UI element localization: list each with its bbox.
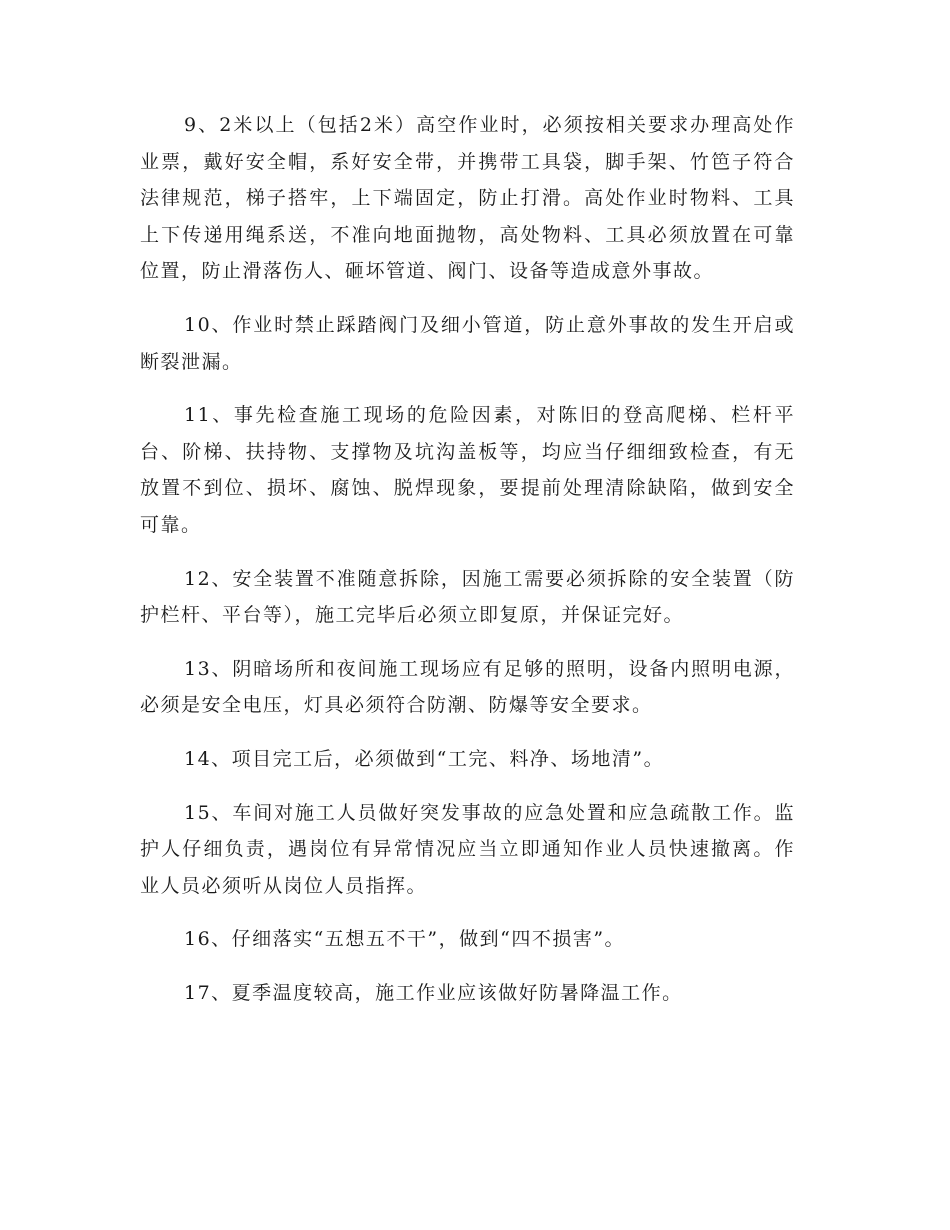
paragraph-item-11: 11、事先检查施工现场的危险因素，对陈旧的登高爬梯、栏杆平台、阶梯、扶持物、支撑物及坑沟盖板等，均应当仔细细致检查，有无放置不到位、损坏、腐蚀、脱焊现象，要提前处理清除缺陷，做到安全可靠。: [140, 404, 795, 536]
paragraph-item-12: 12、安全装置不准随意拆除，因施工需要必须拆除的安全装置（防护栏杆、平台等），施工完毕后必须立即复原，并保证完好。: [140, 567, 795, 627]
paragraph-item-16: 16、仔细落实“五想五不干”，做到“四不损害”。: [184, 928, 626, 951]
paragraph-item-17: 17、夏季温度较高，施工作业应该做好防暑降温工作。: [184, 981, 683, 1004]
document-body: [140, 107, 795, 1028]
paragraph-item-10: 10、作业时禁止踩踏阀门及细小管道，防止意外事故的发生开启或断裂泄漏。: [140, 313, 795, 373]
paragraph-item-9: 9、2米以上（包括2米）高空作业时，必须按相关要求办理高处作业票，戴好安全帽，系好安全带，并携带工具袋，脚手架、竹笆子符合法律规范，梯子搭牢，上下端固定，防止打滑。高处作业时物料、工具上下传递用绳系送，不准向地面抛物，高处物料、工具必须放置在可靠位置，防止滑落伤人、砸坏管道、阀门、设备等造成意外事故。: [140, 114, 795, 283]
paragraph-item-15: 15、车间对施工人员做好突发事故的应急处置和应急疏散工作。监护人仔细负责，遇岗位有异常情况应当立即通知作业人员快速撤离。作业人员必须听从岗位人员指挥。: [140, 801, 795, 897]
paragraph-item-13: 13、阴暗场所和夜间施工现场应有足够的照明，设备内照明电源，必须是安全电压，灯具必须符合防潮、防爆等安全要求。: [140, 657, 795, 717]
paragraph-item-14: 14、项目完工后，必须做到“工完、料净、场地清”。: [184, 747, 665, 770]
